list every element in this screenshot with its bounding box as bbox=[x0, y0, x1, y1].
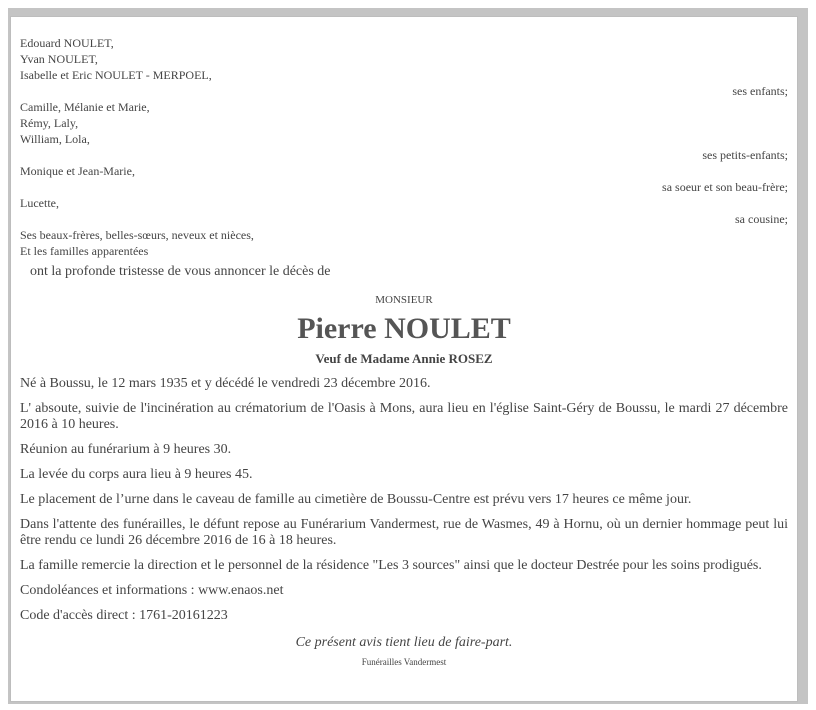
family-line: Monique et Jean-Marie, bbox=[20, 164, 135, 178]
family-list bbox=[20, 35, 788, 259]
closing-note: Ce présent avis tient lieu de faire-part. bbox=[295, 635, 513, 650]
family-line: Camille, Mélanie et Marie, bbox=[20, 100, 150, 114]
family-line: Yvan NOULET, bbox=[20, 52, 98, 66]
paragraph-urn: Le placement de l’urne dans le caveau de famille au cimetière de Boussu-Centre est prévu vers 17 heures ce même jour. bbox=[20, 492, 692, 507]
paragraph-access-code: Code d'accès direct : 1761-20161223 bbox=[20, 608, 228, 623]
funeral-home-signature: Funérailles Vandermest bbox=[361, 657, 447, 667]
family-role: ses petits-enfants; bbox=[702, 148, 788, 162]
family-line: Lucette, bbox=[20, 196, 59, 210]
obituary-content bbox=[20, 35, 788, 668]
paragraph-ceremony: L' absoute, suivie de l'incinération au crématorium de l'Oasis à Mons, aura lieu en l'église Saint-Géry de Boussu, le mardi 27 décembre 2016 à 10 heures. bbox=[20, 401, 788, 432]
honorific: MONSIEUR bbox=[375, 294, 433, 306]
family-line: Rémy, Laly, bbox=[20, 116, 79, 130]
paragraph-condolences: Condoléances et informations : www.enaos.net bbox=[20, 583, 284, 598]
family-line: Et les familles apparentées bbox=[20, 244, 149, 258]
family-role: sa cousine; bbox=[735, 212, 788, 226]
announcement: ont la profonde tristesse de vous annoncer le décès de bbox=[30, 264, 331, 279]
family-line: Ses beaux-frères, belles-sœurs, neveux et nièces, bbox=[20, 228, 254, 242]
obituary-card bbox=[8, 8, 808, 704]
paragraph-thanks: La famille remercie la direction et le personnel de la résidence "Les 3 sources" ainsi que le docteur Destrée pour les soins prodigués. bbox=[20, 558, 762, 573]
obituary-frame bbox=[10, 16, 798, 702]
widow-line: Veuf de Madame Annie ROSEZ bbox=[315, 351, 493, 366]
family-line: William, Lola, bbox=[20, 132, 90, 146]
family-line: Isabelle et Eric NOULET - MERPOEL, bbox=[20, 68, 212, 82]
deceased-name: Pierre NOULET bbox=[297, 312, 511, 345]
family-line: Edouard NOULET, bbox=[20, 36, 114, 50]
paragraph-meeting: Réunion au funérarium à 9 heures 30. bbox=[20, 442, 232, 457]
family-role: ses enfants; bbox=[732, 84, 788, 98]
paragraph-visitation: Dans l'attente des funérailles, le défunt repose au Funérarium Vandermest, rue de Wasmes, 49 à Hornu, où un dernier hommage peut lui être rendu ce lundi 26 décembre 2016 de 16 à 18 heures. bbox=[20, 517, 788, 548]
family-role: sa soeur et son beau-frère; bbox=[662, 180, 788, 194]
paragraph-levee: La levée du corps aura lieu à 9 heures 45. bbox=[20, 467, 253, 482]
paragraph-birth-death: Né à Boussu, le 12 mars 1935 et y décédé le vendredi 23 décembre 2016. bbox=[20, 376, 431, 391]
